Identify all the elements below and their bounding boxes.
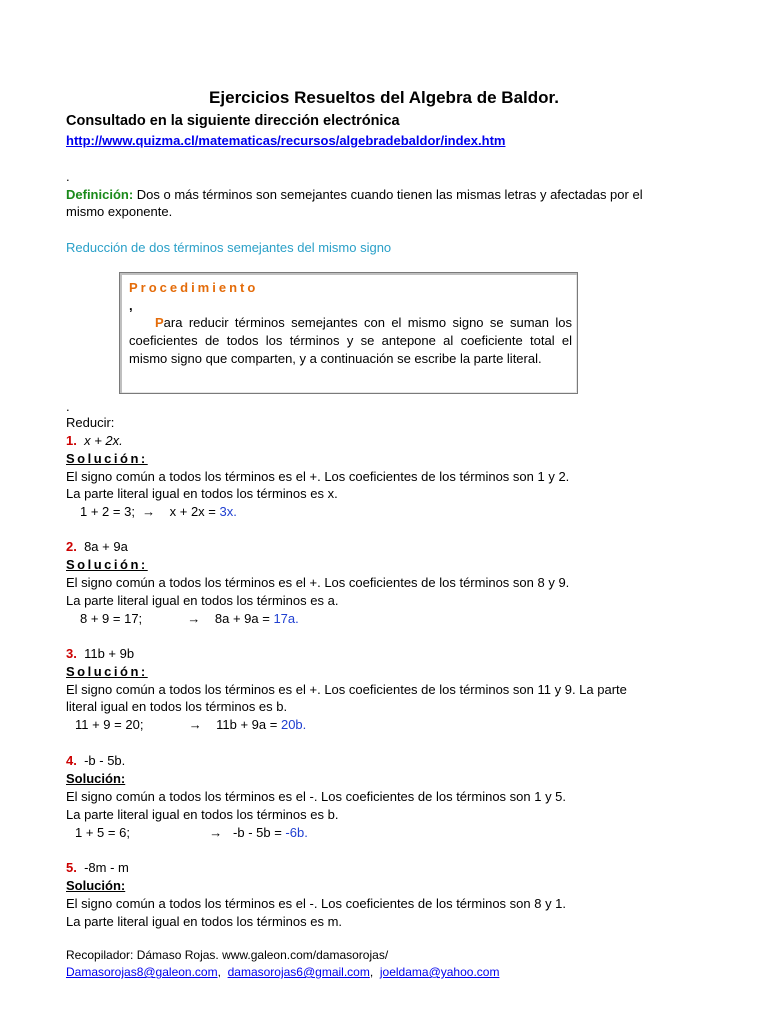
definition-label: Definición: xyxy=(66,187,134,202)
solution-label: Solución: xyxy=(66,557,148,572)
procedure-first-letter: P xyxy=(155,315,164,330)
exercise-4-sol-line1: El signo común a todos los términos es el -. Los coeficientes de los términos son 1 y 5. xyxy=(66,789,567,804)
email-link-1[interactable]: Damasorojas8@galeon.com xyxy=(66,965,218,979)
exercise-expression: 11b + 9b xyxy=(84,646,135,661)
separator: , xyxy=(217,965,221,979)
solution-label: Solución: xyxy=(66,451,148,466)
exercise-number: 3. xyxy=(66,646,77,661)
arrow-icon: → xyxy=(142,504,156,519)
exercise-5-sol-line2: La parte literal igual en todos los términos es m. xyxy=(66,914,343,929)
doc-title: Ejercicios Resueltos del Algebra de Baldor. xyxy=(209,88,559,107)
exercise-3-header xyxy=(66,645,134,662)
exercise-2-sol-line1: El signo común a todos los términos es el +. Los coeficientes de los términos son 8 y 9. xyxy=(66,575,570,590)
calc: 11 + 9 = 20; xyxy=(75,717,144,732)
exercise-3-calc-row xyxy=(75,716,306,733)
procedure-title: Procedimiento xyxy=(129,280,259,295)
exercise-4-header xyxy=(66,752,125,769)
arrow-icon: → xyxy=(187,611,201,626)
definition-line1 xyxy=(66,186,643,203)
dot-marker: . xyxy=(66,169,70,184)
section-title: Reducción de dos términos semejantes del mismo signo xyxy=(66,240,392,255)
exercise-number: 5. xyxy=(66,860,77,875)
exercise-1-calc-row xyxy=(80,503,237,520)
calc: 1 + 2 = 3; xyxy=(80,504,135,519)
definition-line2: mismo exponente. xyxy=(66,204,173,219)
definition-text-1: Dos o más términos son semejantes cuando tienen las mismas letras y afectadas por el xyxy=(133,187,643,202)
exercise-expression: 8a + 9a xyxy=(84,539,128,554)
email-link-3[interactable]: joeldama@yahoo.com xyxy=(379,965,500,979)
exercise-2-header xyxy=(66,538,128,555)
result-expr: 11b + 9a = xyxy=(216,717,281,732)
exercise-2-calc-row xyxy=(80,610,299,627)
calc: 1 + 5 = 6; xyxy=(75,825,130,840)
result: -6b. xyxy=(285,825,308,840)
solution-label: Solución: xyxy=(66,664,148,679)
exercise-expression: -8m - m xyxy=(84,860,129,875)
procedure-body: ara reducir términos semejantes con el mismo signo se suman los coeficientes de todos los términos y se antepone al coeficiente total el mismo signo que comparten, y a continuación se escribe la parte literal. xyxy=(129,315,572,366)
result: 20b. xyxy=(280,717,307,732)
procedure-comma: , xyxy=(129,298,133,313)
result: 3x. xyxy=(219,504,237,519)
result-expr: 8a + 9a = xyxy=(214,611,274,626)
exercise-1-sol-line2: La parte literal igual en todos los términos es x. xyxy=(66,486,338,501)
result: 17a. xyxy=(273,611,299,626)
exercise-expression: x + 2x. xyxy=(84,433,123,448)
exercise-3-sol-line2: literal igual en todos los términos es b. xyxy=(66,699,288,714)
exercise-expression: -b - 5b. xyxy=(84,753,126,768)
source-url-link[interactable]: http://www.quizma.cl/matematicas/recursos/algebradebaldor/index.htm xyxy=(66,133,506,148)
exercise-number: 4. xyxy=(66,753,77,768)
exercise-1-header xyxy=(66,432,123,449)
exercise-3-sol-line1: El signo común a todos los términos es el +. Los coeficientes de los términos son 11 y 9. La parte xyxy=(66,682,627,697)
exercise-5-header xyxy=(66,859,129,876)
exercise-4-sol-line2: La parte literal igual en todos los términos es b. xyxy=(66,807,339,822)
exercise-2-sol-line2: La parte literal igual en todos los términos es a. xyxy=(66,593,339,608)
exercise-number: 1. xyxy=(66,433,77,448)
doc-subtitle: Consultado en la siguiente dirección electrónica xyxy=(66,113,400,129)
exercise-5-sol-line1: El signo común a todos los términos es el -. Los coeficientes de los términos son 8 y 1. xyxy=(66,896,567,911)
procedure-text xyxy=(129,314,572,368)
arrow-icon: → xyxy=(188,717,202,732)
calc: 8 + 9 = 17; xyxy=(80,611,143,626)
footer-credit: Recopilador: Dámaso Rojas. www.galeon.com/damasorojas/ xyxy=(66,948,389,962)
dot-marker-2: . xyxy=(66,399,70,414)
exercise-number: 2. xyxy=(66,539,77,554)
arrow-icon: → xyxy=(209,825,223,840)
solution-label: Solución: xyxy=(66,878,126,893)
result-expr: x + 2x = xyxy=(169,504,220,519)
separator: , xyxy=(369,965,374,979)
footer-emails xyxy=(66,965,499,979)
solution-label: Solución: xyxy=(66,771,126,786)
email-link-2[interactable]: damasorojas6@gmail.com xyxy=(227,965,370,979)
exercise-4-calc-row xyxy=(75,824,308,841)
result-expr: -b - 5b = xyxy=(233,825,286,840)
exercise-1-sol-line1: El signo común a todos los términos es el +. Los coeficientes de los términos son 1 y 2. xyxy=(66,469,570,484)
reducir-label: Reducir: xyxy=(66,415,115,430)
